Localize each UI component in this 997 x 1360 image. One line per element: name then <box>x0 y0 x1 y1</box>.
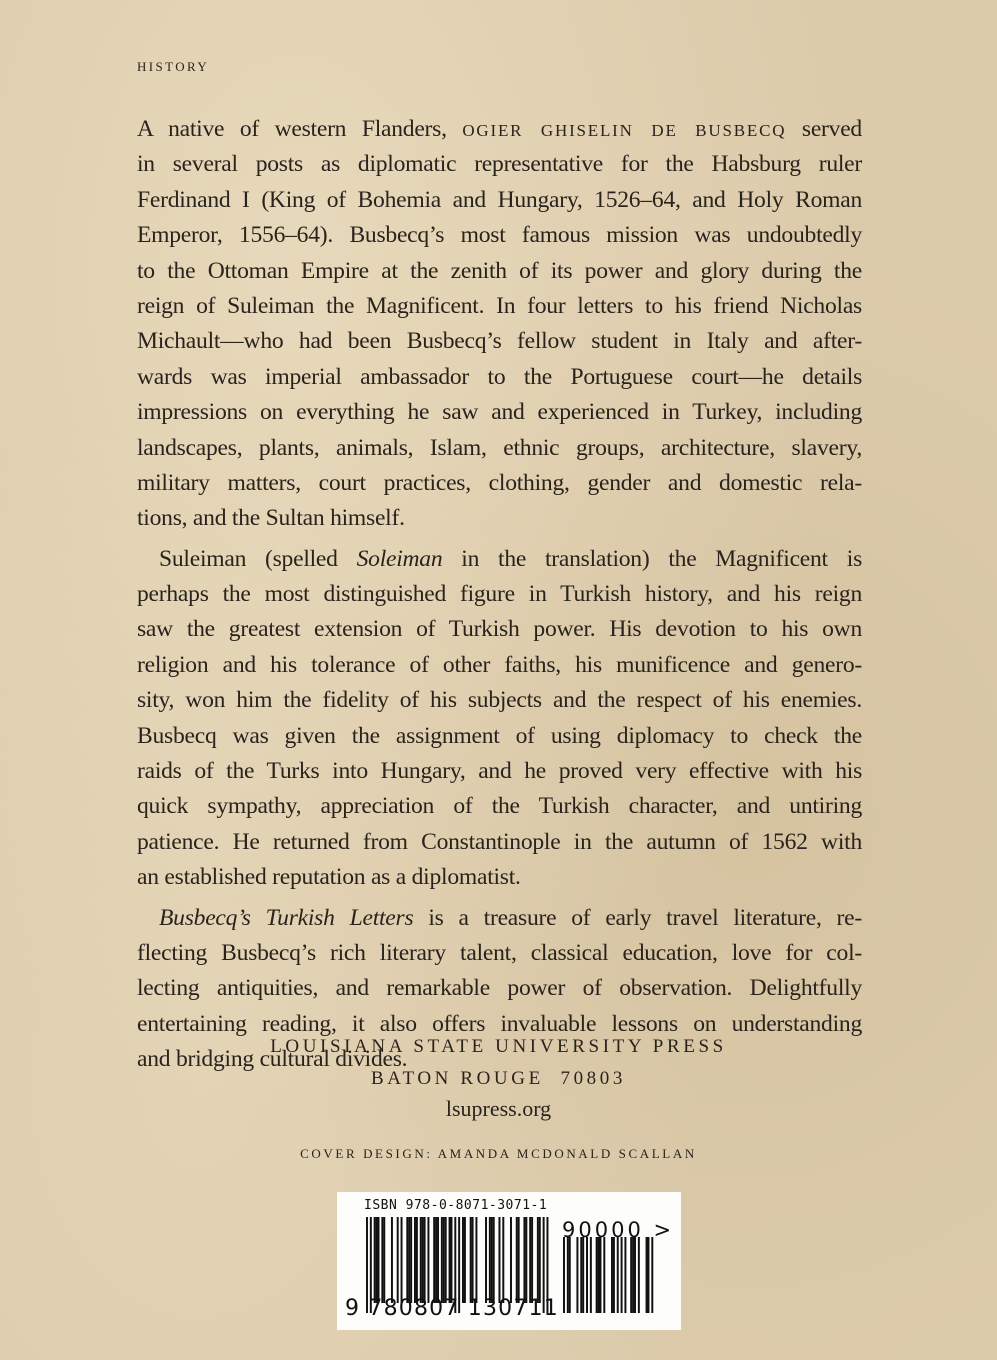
barcode-bar <box>580 1237 582 1313</box>
text-line <box>137 466 862 501</box>
barcode-bar <box>443 1217 445 1303</box>
author-name: ogier ghiselin de busbecq <box>462 116 787 142</box>
barcode-bar <box>634 1237 636 1313</box>
text-line <box>137 577 862 612</box>
barcode-bar <box>567 1237 569 1313</box>
barcode-bar <box>462 1217 464 1303</box>
text-line <box>137 324 862 359</box>
barcode-bar <box>647 1237 649 1313</box>
text-segment: sity, won him the fidelity of his subjects and the respect of his enemies. <box>137 687 862 714</box>
text-segment: served <box>786 116 862 142</box>
barcode-bar <box>381 1217 383 1303</box>
barcode-bar <box>611 1237 613 1313</box>
barcode-bar <box>516 1217 518 1303</box>
text-line <box>137 501 862 536</box>
text-segment: military matters, court practices, clothing, gender and domestic rela- <box>137 469 862 496</box>
description-body <box>137 112 862 1083</box>
publisher-name: LOUISIANA STATE UNIVERSITY PRESS <box>270 1036 727 1057</box>
barcode-bar <box>523 1217 525 1303</box>
barcode-bar <box>397 1217 399 1303</box>
barcode-bar <box>493 1217 495 1303</box>
text-segment: to the Ottoman Empire at the zenith of its power and glory during the <box>137 257 862 284</box>
text-segment: flecting Busbecq’s rich literary talent, classical education, love for col- <box>137 939 862 966</box>
text-line <box>137 901 862 936</box>
text-line <box>137 825 862 860</box>
barcode-bar <box>414 1217 416 1303</box>
barcode-bar <box>374 1217 376 1303</box>
barcode-bar <box>491 1217 493 1303</box>
text-line <box>137 683 862 718</box>
barcode-bar <box>424 1217 426 1303</box>
text-segment: reign of Suleiman the Magnificent. In four letters to his friend Nicholas <box>137 292 862 319</box>
text-line <box>137 860 862 895</box>
text-segment: is a treasure of early travel literature, re- <box>413 904 862 931</box>
text-line <box>137 218 862 253</box>
text-segment: religion and his tolerance of other faiths, his munificence and genero- <box>137 651 862 678</box>
paragraph <box>137 542 862 896</box>
text-segment: an established reputation as a diplomatist. <box>137 864 521 891</box>
barcode-bar <box>416 1217 418 1303</box>
barcode-bar <box>539 1217 541 1303</box>
barcode-bar <box>569 1237 571 1313</box>
text-segment: saw the greatest extension of Turkish power. His devotion to his own <box>137 616 862 643</box>
text-segment: Suleiman (spelled <box>159 545 357 572</box>
text-segment: lecting antiquities, and remarkable power of observation. Delightfully <box>137 975 862 1002</box>
text-segment: tions, and the Sultan himself. <box>137 505 405 532</box>
text-segment: raids of the Turks into Hungary, and he proved very effective with his <box>137 758 862 785</box>
barcode-bar <box>603 1237 605 1313</box>
barcode-bar <box>449 1217 451 1303</box>
text-segment: Michault—who had been Busbecq’s fellow student in Italy and after- <box>137 328 862 355</box>
barcode-bar <box>617 1237 619 1313</box>
barcode-bar <box>529 1217 531 1303</box>
text-line <box>137 754 862 789</box>
barcode-bar <box>376 1217 378 1303</box>
publisher-city: BATON ROUGE 70803 <box>371 1068 626 1089</box>
text-line <box>137 648 862 683</box>
barcode-bar <box>475 1217 477 1303</box>
barcode-bar <box>441 1217 443 1303</box>
text-line <box>137 112 862 147</box>
text-line <box>137 431 862 466</box>
barcode-bar <box>427 1217 429 1303</box>
price-code: 90000 > <box>562 1218 675 1242</box>
text-segment: Busbecq was given the assignment of using diplomacy to check the <box>137 722 862 749</box>
barcode-bar <box>433 1217 435 1303</box>
text-segment: entertaining reading, it also offers invaluable lessons on understanding <box>137 1010 862 1037</box>
isbn-label: ISBN 978-0-8071-3071-1 <box>364 1198 548 1213</box>
text-line <box>137 395 862 430</box>
barcode-bar <box>621 1237 623 1313</box>
barcode-bar <box>638 1237 640 1313</box>
barcode-bar <box>464 1217 466 1303</box>
italic-text: Busbecq’s Turkish Letters <box>159 904 414 931</box>
text-line <box>137 254 862 289</box>
text-segment: in the translation) the Magnificent is <box>442 545 862 572</box>
barcode-bar <box>502 1217 504 1303</box>
barcode-bar <box>401 1217 403 1303</box>
text-line <box>137 612 862 647</box>
barcode-bar <box>498 1217 500 1303</box>
barcode-bar <box>596 1237 598 1313</box>
text-segment: A native of western Flanders, <box>137 116 463 142</box>
barcode-bar <box>630 1237 632 1313</box>
barcode-bar <box>489 1217 491 1303</box>
text-line <box>137 719 862 754</box>
barcode-bar <box>590 1237 592 1313</box>
text-line <box>137 360 862 395</box>
text-segment: Emperor, 1556–64). Busbecq’s most famous mission was undoubtedly <box>137 222 862 249</box>
barcode-bar <box>406 1217 408 1303</box>
barcode-bar <box>613 1237 615 1313</box>
text-line <box>137 289 862 324</box>
publisher-website: lsupress.org <box>445 1096 552 1121</box>
barcode-bar <box>624 1237 626 1313</box>
barcode-bar <box>410 1217 412 1303</box>
barcode-bar <box>598 1237 600 1313</box>
barcode-bar <box>445 1217 447 1303</box>
barcode-bar <box>450 1217 452 1303</box>
barcode-bar <box>531 1217 533 1303</box>
text-line <box>137 183 862 218</box>
barcode-bar <box>525 1217 527 1303</box>
barcode-bar <box>422 1217 424 1303</box>
text-line <box>137 971 862 1006</box>
barcode-bar <box>651 1237 653 1313</box>
barcode-bar <box>582 1237 584 1313</box>
barcode-bar <box>472 1217 474 1303</box>
barcode-bar <box>383 1217 385 1303</box>
barcode-bar <box>420 1217 422 1303</box>
barcode-bar <box>435 1217 437 1303</box>
barcode-bar <box>518 1217 520 1303</box>
barcode-bar <box>632 1237 634 1313</box>
text-segment: in several posts as diplomatic representative for the Habsburg ruler <box>137 151 862 178</box>
isbn-barcode <box>337 1192 681 1330</box>
barcode-bar <box>599 1237 601 1313</box>
text-line <box>137 147 862 182</box>
text-segment: perhaps the most distinguished figure in Turkish history, and his reign <box>137 581 862 608</box>
barcode-bar <box>485 1217 487 1303</box>
text-segment: wards was imperial ambassador to the Portuguese court—he details <box>137 363 862 390</box>
barcode-bar <box>646 1237 648 1313</box>
text-segment: landscapes, plants, animals, Islam, ethnic groups, architecture, slavery, <box>137 434 862 461</box>
category-label: HISTORY <box>137 59 210 74</box>
barcode-bar <box>391 1217 393 1303</box>
barcode-bar <box>378 1217 380 1303</box>
text-segment: and bridging cultural divides. <box>137 1046 408 1073</box>
barcode-bar <box>408 1217 410 1303</box>
ean-digits: 9 780807 130711 <box>345 1296 559 1321</box>
paragraph <box>137 112 862 537</box>
barcode-bar <box>576 1237 578 1313</box>
barcode-bar <box>437 1217 439 1303</box>
italic-text: Soleiman <box>356 545 443 572</box>
text-segment: quick sympathy, appreciation of the Turkish character, and untiring <box>137 793 862 820</box>
barcode-bar <box>510 1217 512 1303</box>
text-line <box>137 789 862 824</box>
barcode-bar <box>537 1217 539 1303</box>
text-line <box>137 936 862 971</box>
barcode-bar <box>586 1237 588 1313</box>
text-segment: impressions on everything he saw and experienced in Turkey, including <box>137 399 862 426</box>
barcode-bar <box>470 1217 472 1303</box>
text-segment: patience. He returned from Constantinople in the autumn of 1562 with <box>137 828 862 855</box>
text-segment: Ferdinand I (King of Bohemia and Hungary, 1526–64, and Holy Roman <box>137 186 862 213</box>
cover-design-credit: COVER DESIGN: AMANDA MCDONALD SCALLAN <box>300 1146 697 1161</box>
text-line <box>137 542 862 577</box>
barcode-bar <box>563 1237 565 1313</box>
